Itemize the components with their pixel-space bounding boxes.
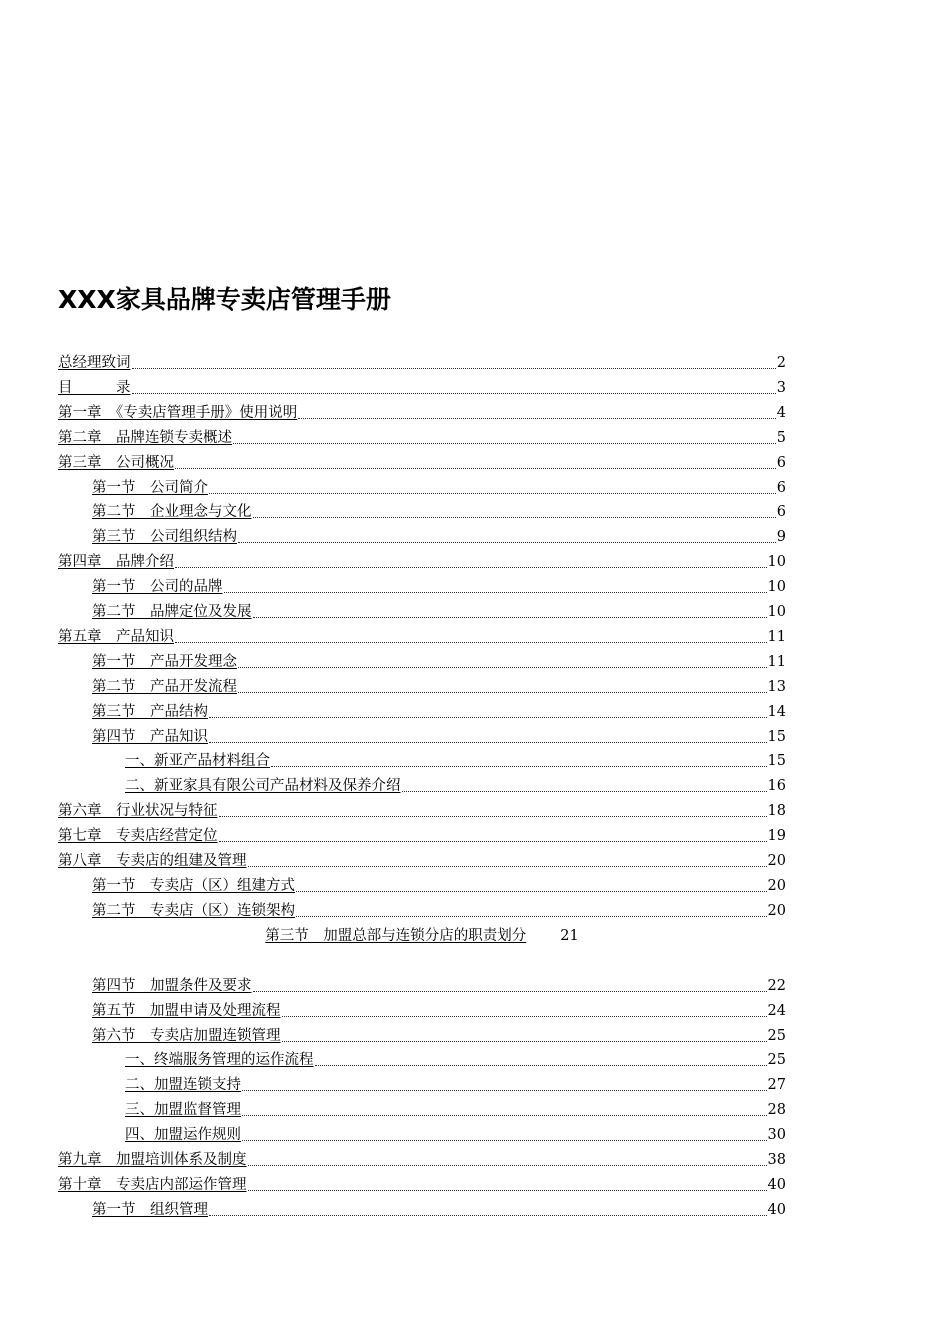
toc-entry-label[interactable]: 二、新亚家具有限公司产品材料及保养介绍 (125, 778, 401, 795)
toc-entry[interactable] (58, 846, 786, 871)
toc-entry[interactable] (58, 622, 786, 647)
toc-entry-label[interactable]: 第二章 品牌连锁专卖概述 (58, 429, 232, 446)
toc-entry[interactable] (58, 1070, 786, 1095)
toc-entry[interactable] (58, 647, 786, 672)
toc-entry[interactable] (58, 796, 786, 821)
toc-dot-leader (233, 443, 776, 444)
toc-entry[interactable] (58, 746, 786, 771)
toc-entry-label[interactable]: 第三章 公司概况 (58, 454, 174, 471)
toc-entry[interactable] (58, 771, 786, 796)
toc-page-number: 6 (776, 479, 786, 496)
toc-entry-label[interactable]: 总经理致词 (58, 355, 131, 371)
toc-entry-label[interactable]: 第四章 品牌介绍 (58, 554, 174, 571)
toc-page-number: 19 (767, 828, 786, 845)
toc-entry[interactable] (58, 896, 786, 921)
toc-page-number: 6 (776, 504, 786, 521)
toc-entry[interactable] (58, 497, 786, 522)
toc-page-number: 38 (767, 1152, 786, 1168)
toc-dot-leader (209, 717, 767, 718)
toc-dot-leader (238, 667, 767, 668)
toc-entry-label[interactable]: 第四节 产品知识 (92, 728, 208, 745)
toc-dot-leader (219, 816, 767, 817)
toc-page-number: 25 (767, 1052, 786, 1069)
toc-entry-label[interactable]: 第六章 行业状况与特征 (58, 803, 218, 820)
toc-entry[interactable] (58, 1095, 786, 1120)
toc-dot-leader (219, 841, 767, 842)
toc-page-number: 22 (767, 977, 786, 994)
toc-dot-leader (242, 1140, 767, 1141)
toc-entry[interactable] (58, 722, 786, 747)
toc-page-number: 10 (767, 604, 786, 620)
toc-entry[interactable] (58, 522, 786, 547)
toc-entry[interactable] (58, 1145, 786, 1170)
toc-entry[interactable] (58, 547, 786, 572)
toc-dot-leader (175, 642, 767, 643)
toc-entry-label[interactable]: 第一节 公司的品牌 (92, 579, 223, 596)
toc-entry-label[interactable]: 第六节 专卖店加盟连锁管理 (92, 1027, 281, 1044)
toc-entry[interactable] (58, 1045, 786, 1070)
toc-dot-leader (315, 1065, 767, 1066)
toc-entry-label[interactable]: 第四节 加盟条件及要求 (92, 977, 252, 994)
toc-entry[interactable] (58, 996, 786, 1021)
toc-entry[interactable] (58, 597, 786, 622)
toc-entry-label[interactable]: 第九章 加盟培训体系及制度 (58, 1152, 247, 1168)
toc-dot-leader (209, 493, 776, 494)
toc-page-number: 10 (767, 579, 786, 596)
toc-dot-leader (238, 692, 767, 693)
toc-dot-leader (248, 1165, 767, 1166)
toc-page-number: 10 (767, 554, 786, 571)
toc-page-number: 27 (767, 1077, 786, 1094)
toc-dot-leader (296, 916, 767, 917)
toc-dot-leader (132, 368, 776, 369)
toc-page-number: 28 (767, 1102, 786, 1119)
toc-entry-label[interactable]: 第十章 专卖店内部运作管理 (58, 1176, 247, 1193)
toc-page-number: 4 (776, 404, 786, 421)
toc-page-number: 30 (767, 1127, 786, 1144)
toc-entry[interactable] (58, 672, 786, 697)
toc-page-number: 20 (767, 902, 786, 919)
toc-page-number: 2 (776, 355, 786, 371)
toc-page-number: 40 (767, 1176, 786, 1193)
toc-entry-label[interactable]: 第一节 组织管理 (92, 1201, 208, 1218)
toc-page-number: 5 (776, 429, 786, 446)
toc-entry-label[interactable]: 第三节 产品结构 (92, 703, 208, 720)
toc-entry[interactable] (58, 373, 786, 398)
toc-entry[interactable] (58, 1170, 786, 1195)
toc-entry-label[interactable]: 第一章 《专卖店管理手册》使用说明 (58, 404, 298, 421)
toc-entry-label[interactable]: 第二节 专卖店（区）连锁架构 (92, 902, 295, 919)
toc-dot-leader (242, 1090, 767, 1091)
toc-entry-label[interactable]: 一、终端服务管理的运作流程 (125, 1052, 314, 1069)
toc-page-number: 20 (767, 853, 786, 869)
toc-page-number: 14 (767, 703, 786, 720)
toc-page-number: 15 (767, 753, 786, 770)
toc-dot-leader (402, 791, 767, 792)
toc-page-number: 25 (767, 1027, 786, 1044)
toc-page-number: 11 (767, 653, 786, 670)
toc-entry[interactable] (58, 921, 786, 946)
toc-dot-leader (282, 1016, 767, 1017)
toc-entry[interactable] (58, 448, 786, 473)
toc-page-number: 21 (560, 927, 579, 944)
toc-entry[interactable] (58, 1195, 786, 1220)
toc-dot-leader (209, 1215, 767, 1216)
toc-dot-leader (242, 1115, 767, 1116)
toc-page-number: 9 (776, 529, 786, 546)
toc-page-number: 18 (767, 803, 786, 820)
toc-page-number: 16 (767, 778, 786, 795)
toc-dot-leader (271, 766, 767, 767)
toc-page-number: 20 (767, 877, 786, 894)
toc-dot-leader (253, 617, 767, 618)
toc-dot-leader (298, 418, 776, 419)
toc-entry[interactable] (58, 348, 786, 373)
toc-entry[interactable] (58, 423, 786, 448)
toc-entry-label[interactable]: 第一节 公司简介 (92, 479, 208, 496)
toc-entry[interactable] (58, 971, 786, 996)
toc-entry-label[interactable]: 第二节 企业理念与文化 (92, 504, 252, 521)
toc-entry-label[interactable]: 四、加盟运作规则 (125, 1127, 241, 1144)
toc-page-number: 24 (767, 1002, 786, 1019)
toc-dot-leader (224, 592, 767, 593)
toc-entry[interactable] (58, 398, 786, 423)
toc-entry[interactable] (58, 473, 786, 498)
toc-dot-leader (175, 567, 767, 568)
toc-dot-leader (296, 891, 767, 892)
toc-entry-label[interactable]: 第七章 专卖店经营定位 (58, 828, 218, 845)
toc-entry[interactable] (58, 1120, 786, 1145)
toc-entry-label[interactable]: 第五章 产品知识 (58, 628, 174, 645)
toc-page-number: 13 (767, 678, 786, 695)
toc-dot-leader (209, 742, 767, 743)
toc-dot-leader (253, 517, 776, 518)
toc-entry-label[interactable]: 第一节 产品开发理念 (92, 653, 237, 670)
toc-entry[interactable] (58, 1021, 786, 1046)
toc-entry-label[interactable]: 第八章 专卖店的组建及管理 (58, 853, 247, 869)
toc-dot-leader (253, 991, 767, 992)
toc-entry[interactable] (58, 821, 786, 846)
toc-entry-label[interactable]: 三、加盟监督管理 (125, 1102, 241, 1119)
toc-entry[interactable] (58, 572, 786, 597)
toc-entry-label[interactable]: 第二节 产品开发流程 (92, 678, 237, 695)
toc-entry-label[interactable]: 第三节 加盟总部与连锁分店的职责划分 (265, 927, 527, 944)
document-title: XXX家具品牌专卖店管理手册 (58, 285, 391, 314)
toc-dot-leader (238, 542, 776, 543)
toc-entry[interactable] (58, 871, 786, 896)
toc-entry[interactable] (58, 697, 786, 722)
toc-dot-leader (132, 393, 776, 394)
toc-page-number: 3 (776, 379, 786, 396)
toc-entry-label[interactable]: 二、加盟连锁支持 (125, 1077, 241, 1094)
toc-page-number: 6 (776, 454, 786, 471)
toc-dot-leader (175, 468, 776, 469)
toc-entry-label[interactable]: 第五节 加盟申请及处理流程 (92, 1002, 281, 1019)
toc-dot-leader (282, 1041, 767, 1042)
toc-entry-label[interactable]: 目 录 (58, 379, 131, 396)
toc-dot-leader (248, 866, 767, 867)
toc-entry-label[interactable]: 第三节 公司组织结构 (92, 529, 237, 546)
toc-entry-label[interactable]: 第二节 品牌定位及发展 (92, 604, 252, 620)
toc-entry-label[interactable]: 一、新亚产品材料组合 (125, 753, 270, 770)
toc-page-number: 11 (767, 628, 786, 645)
toc-dot-leader (248, 1190, 767, 1191)
toc-page-number: 15 (767, 728, 786, 745)
toc-page-number: 40 (767, 1201, 786, 1218)
toc-entry-label[interactable]: 第一节 专卖店（区）组建方式 (92, 877, 295, 894)
